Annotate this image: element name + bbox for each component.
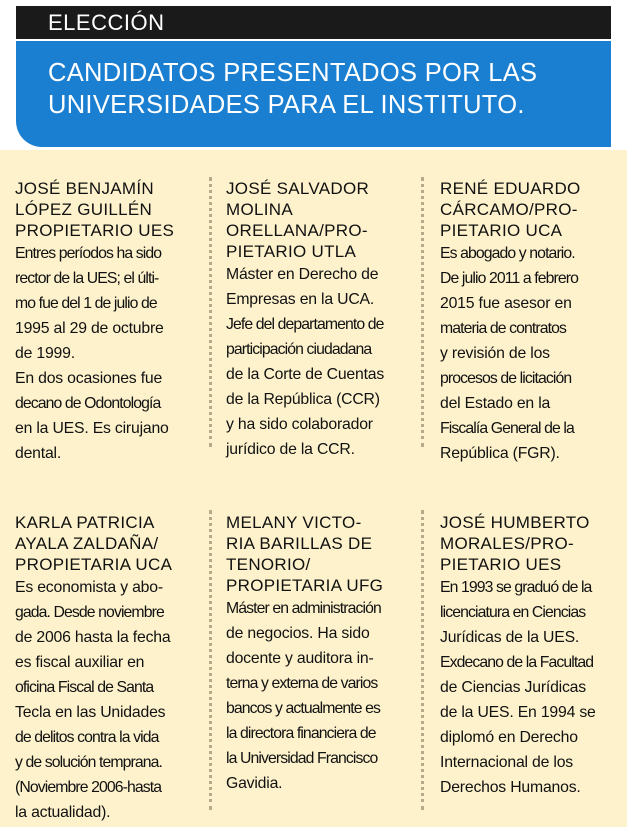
bio-line: MOLINA [226, 200, 293, 219]
bio-line: Exdecano de la Facultad [440, 654, 594, 671]
bio-line: MELANY VICTO- [226, 513, 362, 532]
bio-line: bancos y actualmente es [226, 700, 381, 717]
bio-line: de negocios. Ha sido [226, 625, 370, 642]
bio-line: Máster en administración [226, 600, 381, 617]
bio-line: Empresas en la UCA. [226, 291, 375, 308]
bio-line: Entres períodos ha sido [15, 245, 162, 262]
candidate-name [440, 178, 625, 241]
column-divider [209, 510, 213, 810]
bio-line: De julio 2011 a febrero [440, 270, 578, 287]
bio-line: de 2006 hasta la fecha [15, 629, 171, 646]
bio-line: docente y auditora in- [226, 650, 374, 667]
candidate-bio [15, 575, 205, 825]
candidate-name [226, 178, 414, 262]
bio-line: diplomó en Derecho [440, 729, 578, 746]
bio-line: del Estado en la [440, 395, 551, 412]
candidate-name [15, 512, 205, 575]
bio-line: En dos ocasiones fue [15, 370, 163, 387]
bio-line: de Ciencias Jurídicas [440, 679, 586, 696]
column-divider [421, 510, 425, 810]
bio-line: AYALA ZALDAÑA/ [15, 534, 159, 553]
bio-line: de la República (CCR) [226, 391, 380, 408]
bio-line: 1995 al 29 de octubre [15, 320, 164, 337]
candidate-card-3 [440, 178, 625, 466]
bio-line: Es abogado y notario. [440, 245, 575, 262]
bio-line: rector de la UES; el últi- [15, 270, 159, 287]
candidate-card-4 [15, 512, 205, 825]
bio-line: KARLA PATRICIA [15, 513, 155, 532]
bio-line: oficina Fiscal de Santa [15, 679, 154, 696]
bio-line: materia de contratos [440, 320, 567, 337]
candidate-bio [440, 575, 625, 800]
candidate-bio [226, 596, 416, 796]
bio-line: PROPIETARIO UES [15, 221, 175, 240]
candidate-card-6 [440, 512, 625, 800]
bio-line: 2015 fue asesor en [440, 295, 572, 312]
bio-line: Jefe del departamento de [226, 316, 384, 333]
candidate-bio [15, 241, 203, 466]
bio-line: PROPIETARIA UFG [226, 576, 384, 595]
bio-line: de la UES. En 1994 se [440, 704, 596, 721]
bio-line: Internacional de los [440, 754, 573, 771]
bio-line: y revisión de los [440, 345, 550, 362]
bio-line: y de solución temprana. [15, 754, 163, 771]
bio-line: decano de Odontología [15, 395, 161, 412]
bio-line: de 1999. [15, 345, 75, 362]
bio-line: Jurídicas de la UES. [440, 629, 580, 646]
bio-line: PROPIETARIA UCA [15, 555, 173, 574]
bio-line: PIETARIO UCA [440, 221, 563, 240]
bio-line: En 1993 se graduó de la [440, 579, 592, 596]
bio-line: es fiscal auxiliar en [15, 654, 145, 671]
bio-line: procesos de licitación [440, 370, 572, 387]
candidate-card-5 [226, 512, 416, 796]
bio-line: la Universidad Francisco [226, 750, 378, 767]
bio-line: Es economista y abo- [15, 579, 163, 596]
bio-line: Máster en Derecho de [226, 266, 379, 283]
bio-line: ORELLANA/PRO- [226, 221, 368, 240]
candidate-name [226, 512, 416, 596]
bio-line: licenciatura en Ciencias [440, 604, 586, 621]
bio-line: y ha sido colaborador [226, 416, 373, 433]
bio-line: en la UES. Es cirujano [15, 420, 169, 437]
bio-line: TENORIO/ [226, 555, 311, 574]
bio-line: de delitos contra la vida [15, 729, 159, 746]
headline-banner [16, 41, 611, 147]
bio-line: JOSÉ BENJAMÍN [15, 179, 154, 198]
column-divider [421, 177, 425, 447]
bio-line: jurídico de la CCR. [226, 441, 355, 458]
section-label: ELECCIÓN [16, 6, 611, 39]
bio-line: PIETARIO UTLA [226, 242, 357, 261]
bio-line: Tecla en las Unidades [15, 704, 166, 721]
bio-line: mo fue del 1 de julio de [15, 295, 157, 312]
bio-line: gada. Desde noviembre [15, 604, 164, 621]
bio-line: Fiscalía General de la [440, 420, 574, 437]
headline-line-2: UNIVERSIDADES PARA EL INSTITUTO. [48, 91, 525, 119]
candidate-name [15, 178, 203, 241]
bio-line: de la Corte de Cuentas [226, 366, 385, 383]
bio-line: LÓPEZ GUILLÉN [15, 200, 153, 219]
bio-line: Derechos Humanos. [440, 779, 581, 796]
bio-line: dental. [15, 445, 62, 462]
bio-line: MORALES/PRO- [440, 534, 574, 553]
bio-line: RENÉ EDUARDO [440, 179, 581, 198]
headline-line-1: CANDIDATOS PRESENTADOS POR LAS [48, 59, 538, 87]
bio-line: la actualidad). [15, 804, 111, 821]
candidate-name [440, 512, 625, 575]
bio-line: (Noviembre 2006-hasta [15, 779, 162, 796]
candidate-bio [440, 241, 625, 466]
bio-line: participación ciudadana [226, 341, 372, 358]
bio-line: PIETARIO UES [440, 555, 562, 574]
candidate-card-2 [226, 178, 414, 462]
bio-line: la directora financiera de [226, 725, 376, 742]
bio-line: República (FGR). [440, 445, 560, 462]
bio-line: JOSÉ HUMBERTO [440, 513, 590, 532]
column-divider [209, 177, 213, 447]
bio-line: CÁRCAMO/PRO- [440, 200, 578, 219]
bio-line: Gavidia. [226, 775, 283, 792]
bio-line: terna y externa de varios [226, 675, 378, 692]
bio-line: RIA BARILLAS DE [226, 534, 373, 553]
candidate-card-1 [15, 178, 203, 466]
bio-line: JOSÉ SALVADOR [226, 179, 370, 198]
candidate-bio [226, 262, 414, 462]
